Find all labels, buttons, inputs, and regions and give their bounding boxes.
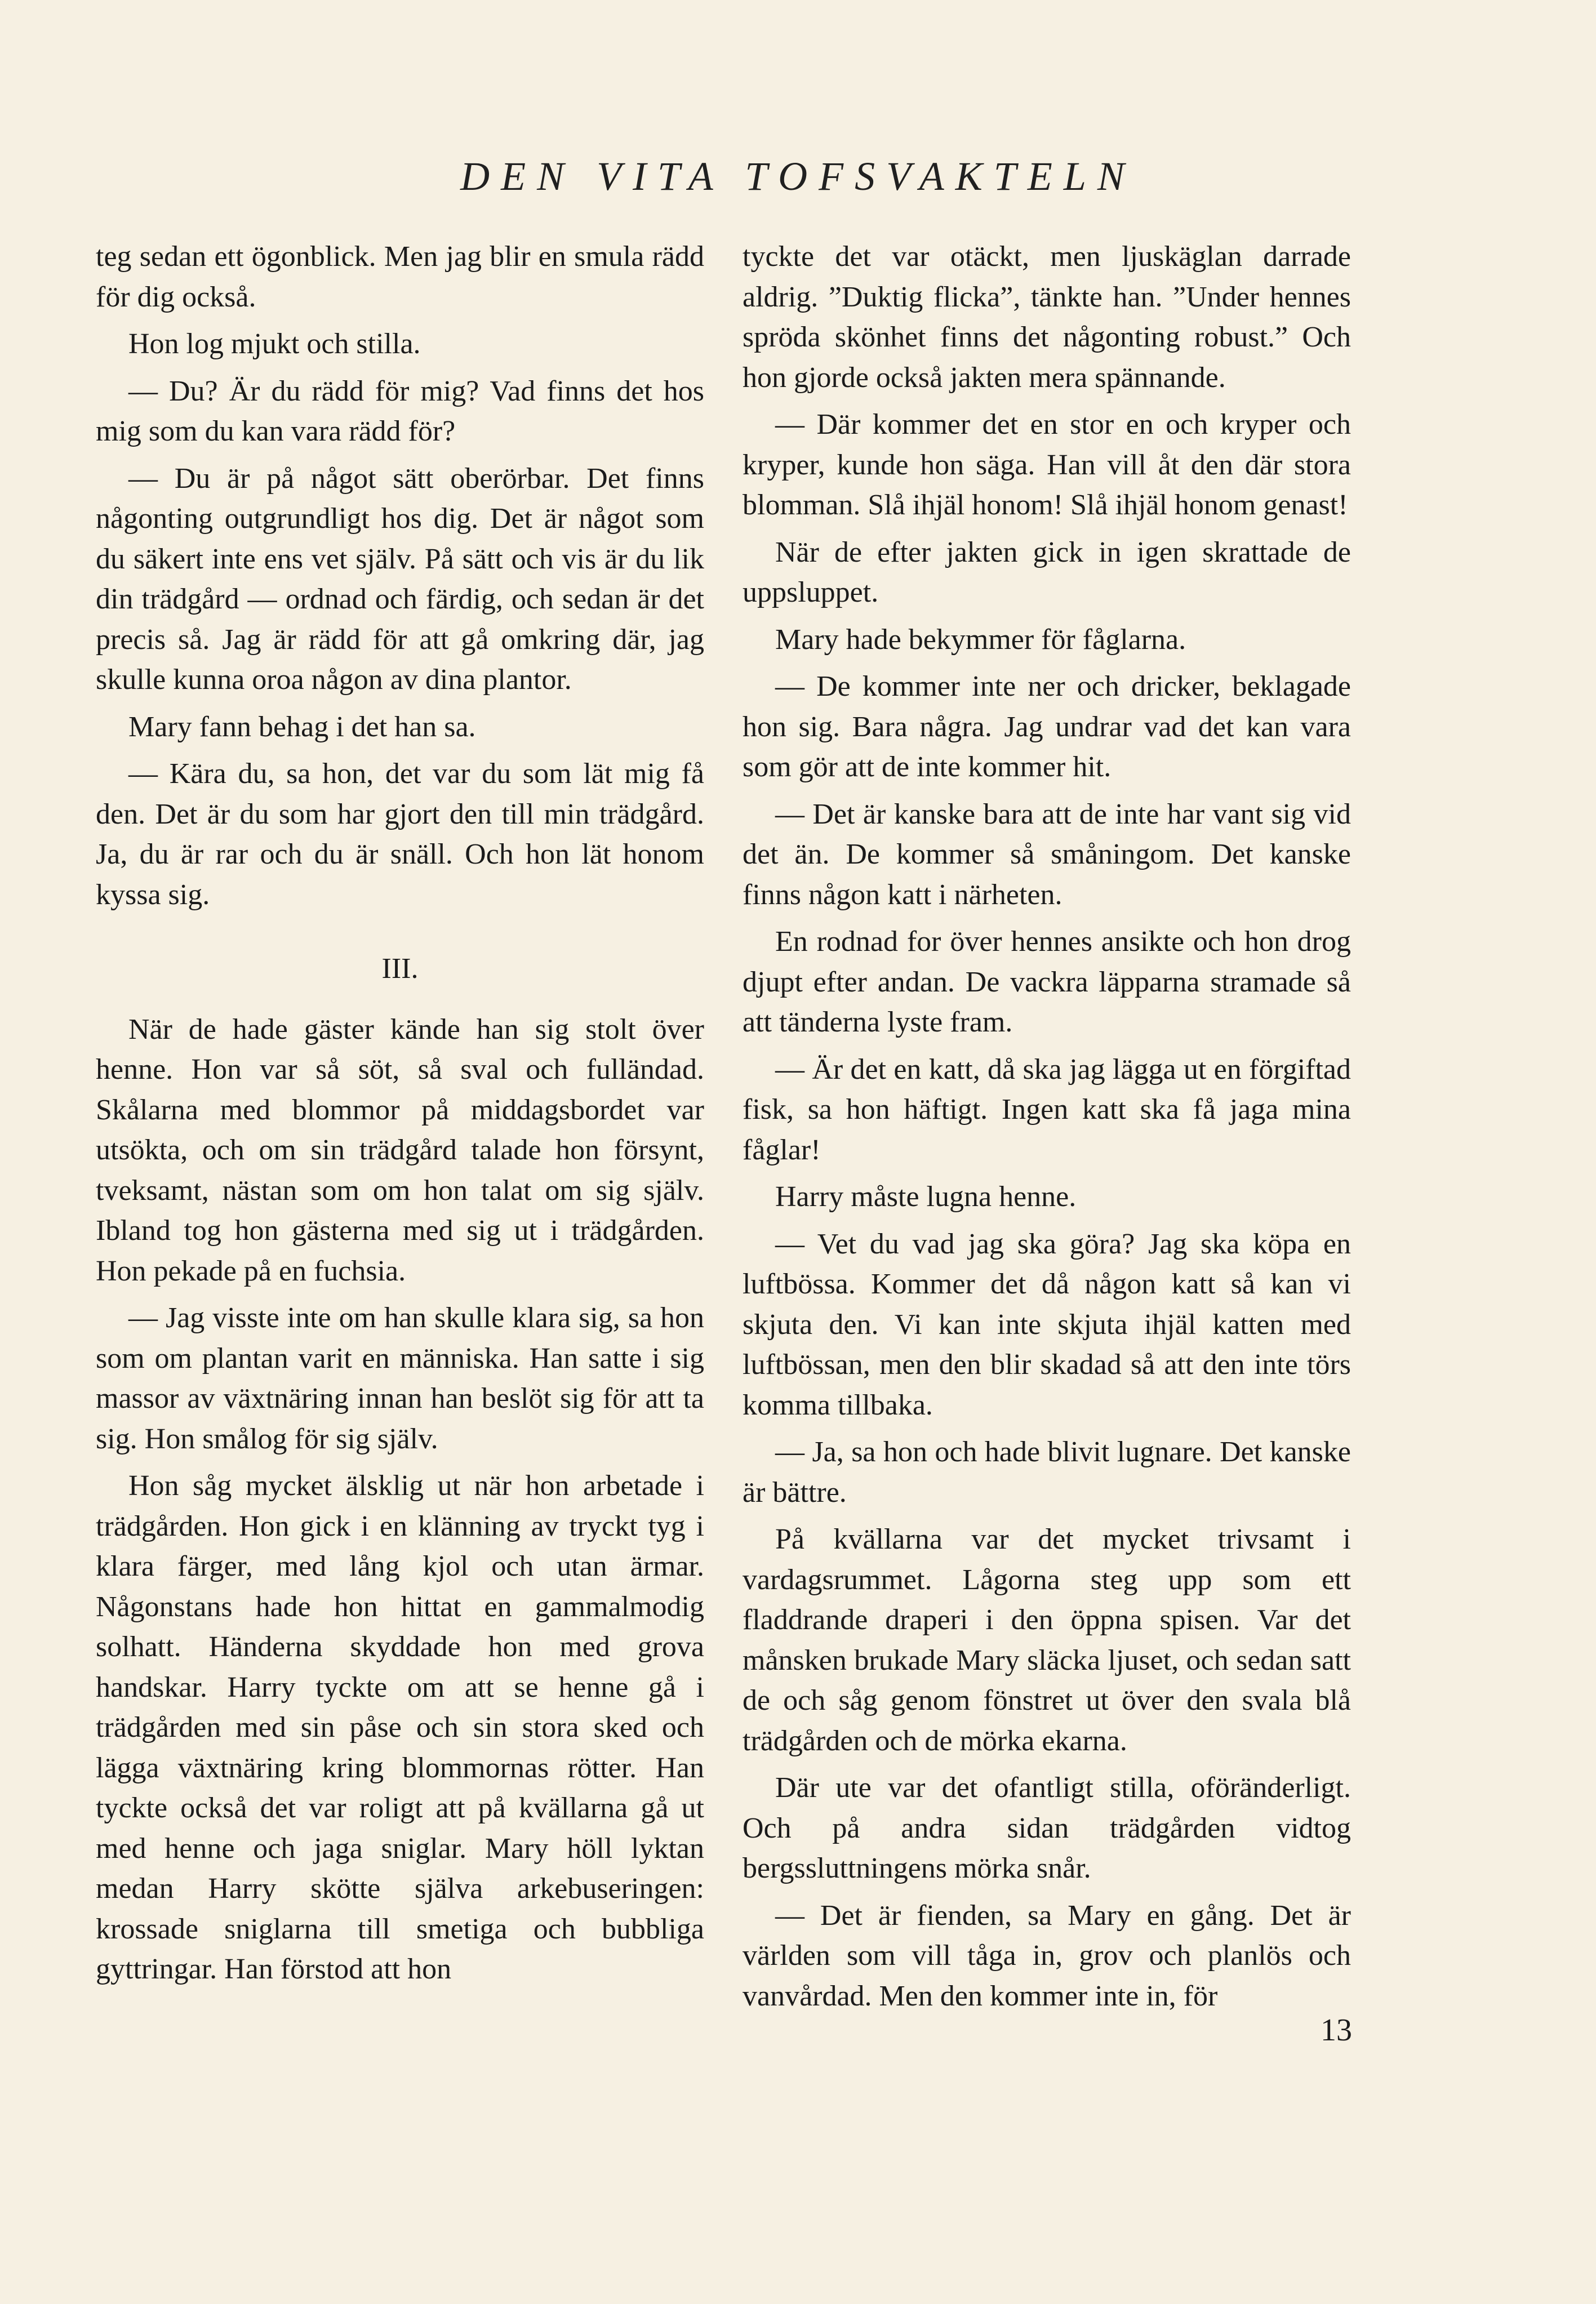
right-column bbox=[743, 237, 1351, 2023]
paragraph: Mary fann behag i det han sa. bbox=[128, 710, 476, 743]
paragraph: — De kommer inte ner och dricker, beklagade hon sig. Bara några. Jag undrar vad det kan vara som gör att de inte kommer hit. bbox=[743, 670, 1351, 783]
paragraph: — Det är fienden, sa Mary en gång. Det är världen som vill tåga in, grov och planlös och vanvårdad. Men den kommer inte in, för bbox=[743, 1899, 1351, 2012]
paragraph: När de efter jakten gick in igen skrattade de uppsluppet. bbox=[743, 536, 1351, 608]
paragraph: På kvällarna var det mycket trivsamt i vardagsrummet. Lågorna steg upp som ett fladdrande draperi i den öppna spisen. Var det månsken brukade Mary släcka ljuset, och sedan satt de och såg genom fönstret ut över den svala blå trädgården och de mörka ekarna. bbox=[743, 1523, 1351, 1757]
paragraph: Mary hade bekymmer för fåglarna. bbox=[775, 623, 1186, 656]
section-heading: III. bbox=[381, 953, 419, 985]
paragraph: — Vet du vad jag ska göra? Jag ska köpa en luftbössa. Kommer det då någon katt så kan vi skjuta den. Vi kan inte skjuta ihjäl katten med luftbössan, men den blir skadad så att den inte törs komma tillbaka. bbox=[743, 1227, 1351, 1421]
paragraph: — Jag visste inte om han skulle klara sig, sa hon som om plantan varit en människa. Han satte i sig massor av växtnäring innan han beslöt sig för att ta sig. Hon smålog för sig själv. bbox=[96, 1302, 704, 1455]
left-column bbox=[96, 237, 704, 1996]
paragraph: En rodnad for över hennes ansikte och hon drog djupt efter andan. De vackra läpparna stramade så att tänderna lyste fram. bbox=[743, 926, 1351, 1038]
paragraph: — Ja, sa hon och hade blivit lugnare. Det kanske är bättre. bbox=[743, 1436, 1351, 1509]
paragraph: — Du? Är du rädd för mig? Vad finns det hos mig som du kan vara rädd för? bbox=[96, 375, 704, 447]
paragraph: När de hade gäster kände han sig stolt över henne. Hon var så söt, så sval och fulländad. Skålarna med blommor på middagsbordet var utsökta, och om sin trädgård talade hon försynt, tveksamt, nästan som om hon talat om sig själv. Ibland tog hon gästerna med sig ut i trädgården. Hon pekade på en fuchsia. bbox=[96, 1013, 704, 1287]
paragraph: teg sedan ett ögonblick. Men jag blir en smula rädd för dig också. bbox=[96, 241, 704, 313]
paragraph: — Kära du, sa hon, det var du som lät mig få den. Det är du som har gjort den till min trädgård. Ja, du är rar och du är snäll. Och hon lät honom kyssa sig. bbox=[96, 758, 704, 911]
paragraph: Harry måste lugna henne. bbox=[775, 1181, 1077, 1213]
paragraph: Där ute var det ofantligt stilla, oföränderligt. Och på andra sidan trädgården vidtog bergssluttningens mörka snår. bbox=[743, 1772, 1351, 1884]
running-head: DEN VITA TOFSVAKTELN bbox=[460, 154, 1136, 199]
paragraph: — Där kommer det en stor en och kryper och kryper, kunde hon säga. Han vill åt den där stora blomman. Slå ihjäl honom! Slå ihjäl honom genast! bbox=[743, 408, 1351, 521]
paragraph: — Är det en katt, då ska jag lägga ut en förgiftad fisk, sa hon häftigt. Ingen katt ska få jaga mina fåglar! bbox=[743, 1053, 1351, 1166]
paragraph: Hon såg mycket älsklig ut när hon arbetade i trädgården. Hon gick i en klänning av tryckt tyg i klara färger, med lång kjol och utan ärmar. Någonstans hade hon hittat en gammalmodig solhatt. Händerna skyddade hon med grova handskar. Harry tyckte om att se henne gå i trädgården med sin påse och sin stora sked och lägga växtnäring kring blommornas rötter. Han tyckte också det var roligt att på kvällarna gå ut med henne och jaga sniglar. Mary höll lyktan medan Harry skötte själva arkebuseringen: krossade sniglarna till smetiga och bubbliga gyttringar. Han förstod att hon bbox=[96, 1470, 704, 1985]
paragraph: tyckte det var otäckt, men ljuskäglan darrade aldrig. ”Duktig flicka”, tänkte han. ”Under hennes spröda skönhet finns det någonting robust.” Och hon gjorde också jakten mera spännande. bbox=[743, 241, 1351, 394]
paragraph: Hon log mjukt och stilla. bbox=[128, 328, 421, 360]
page-number: 13 bbox=[1321, 2013, 1352, 2048]
paragraph: — Du är på något sätt oberörbar. Det finns någonting outgrundligt hos dig. Det är något som du säkert inte ens vet själv. På sätt och vis är du lik din trädgård — ordnad och färdig, och sedan är det precis så. Jag är rädd för att gå omkring där, jag skulle kunna oroa någon av dina plantor. bbox=[96, 462, 704, 696]
paragraph: — Det är kanske bara att de inte har vant sig vid det än. De kommer så småningom. Det kanske finns någon katt i närheten. bbox=[743, 798, 1351, 911]
